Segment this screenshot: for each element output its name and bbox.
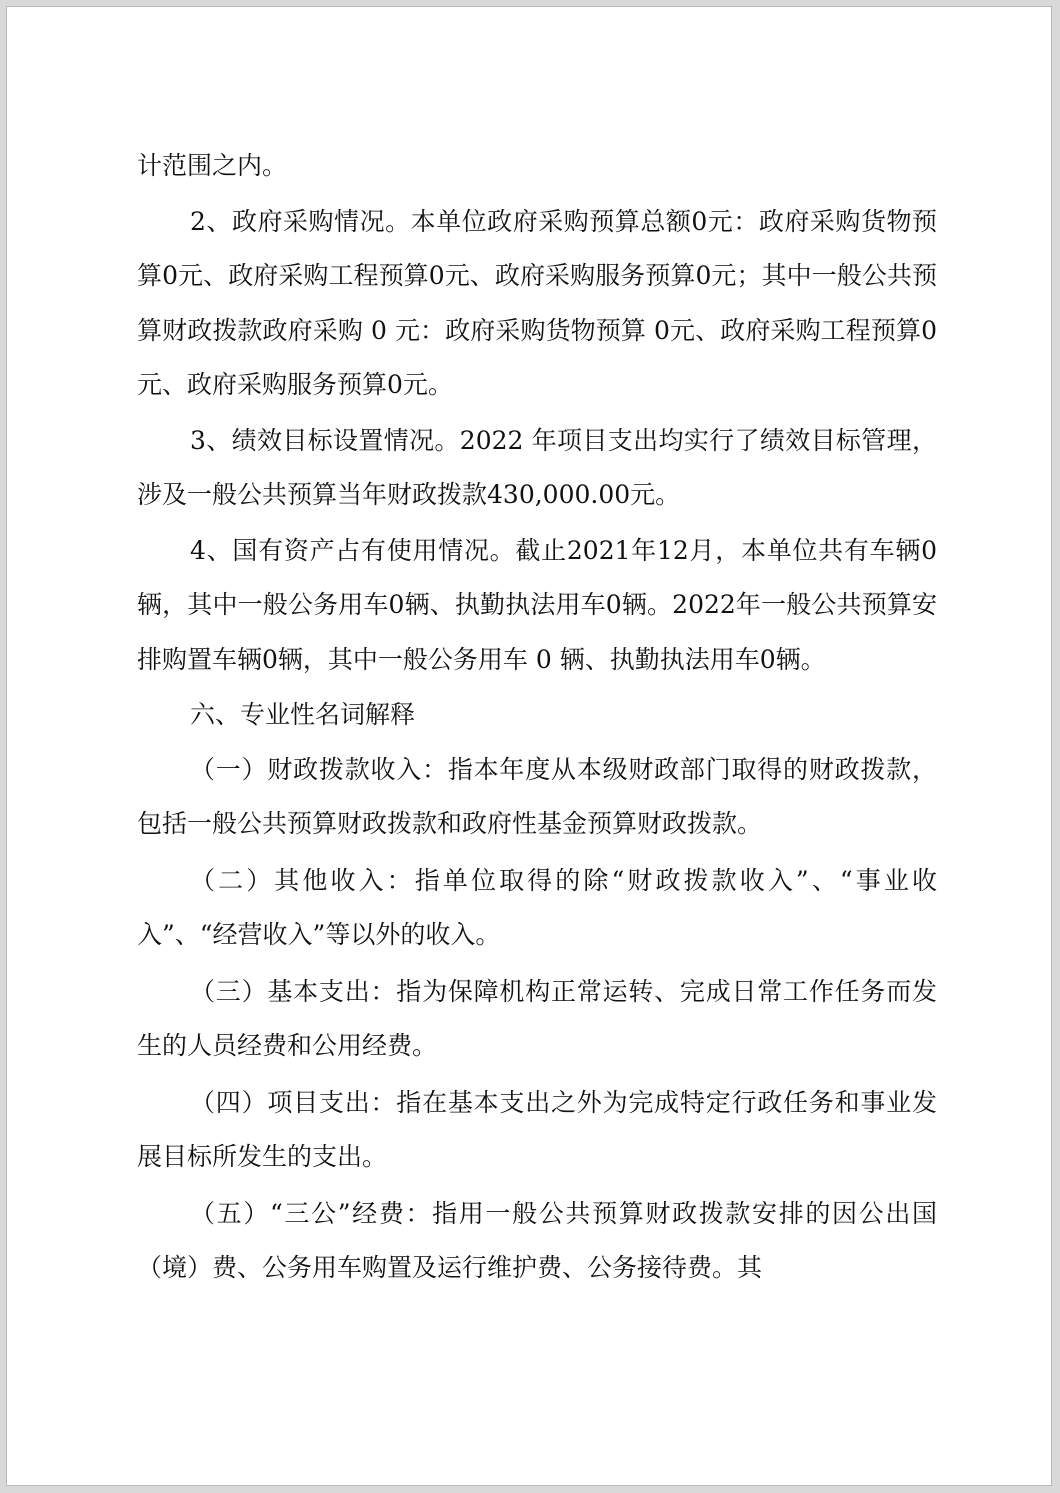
paragraph-state-assets: 4、国有资产占有使用情况。截止2021年12月，本单位共有车辆0辆，其中一般公务用车0辆、执勤执法用车0辆。2022年一般公共预算安排购置车辆0辆，其中一般公务用车 0 辆、执勤执法用车0辆。 xyxy=(137,535,937,674)
definition-project-expenditure: （四）项目支出：指在基本支出之外为完成特定行政任务和事业发展目标所发生的支出。 xyxy=(137,1087,937,1171)
definition-three-public-expenses: （五）“三公”经费：指用一般公共预算财政拨款安排的因公出国（境）费、公务用车购置及运行维护费、公务接待费。其 xyxy=(137,1198,937,1282)
paragraph-government-procurement: 2、政府采购情况。本单位政府采购预算总额0元：政府采购货物预算0元、政府采购工程预算0元、政府采购服务预算0元；其中一般公共预算财政拨款政府采购 0 元：政府采购货物预算 0元、政府采购工程预算0元、政府采购服务预算0元。 xyxy=(137,206,937,399)
document-page xyxy=(6,6,1052,1486)
definition-other-income: （二）其他收入：指单位取得的除“财政拨款收入”、“事业收入”、“经营收入”等以外的收入。 xyxy=(137,865,937,949)
document-body xyxy=(137,139,937,1296)
section-heading: 六、专业性名词解释 xyxy=(190,700,416,729)
paragraph-continuation: 计范围之内。 xyxy=(137,151,288,180)
definition-basic-expenditure: （三）基本支出：指为保障机构正常运转、完成日常工作任务而发生的人员经费和公用经费。 xyxy=(137,976,937,1060)
definition-fiscal-appropriation-income: （一）财政拨款收入：指本年度从本级财政部门取得的财政拨款，包括一般公共预算财政拨款和政府性基金预算财政拨款。 xyxy=(137,754,937,838)
paragraph-performance-targets: 3、绩效目标设置情况。2022 年项目支出均实行了绩效目标管理，涉及一般公共预算当年财政拨款430,000.00元。 xyxy=(137,425,937,509)
